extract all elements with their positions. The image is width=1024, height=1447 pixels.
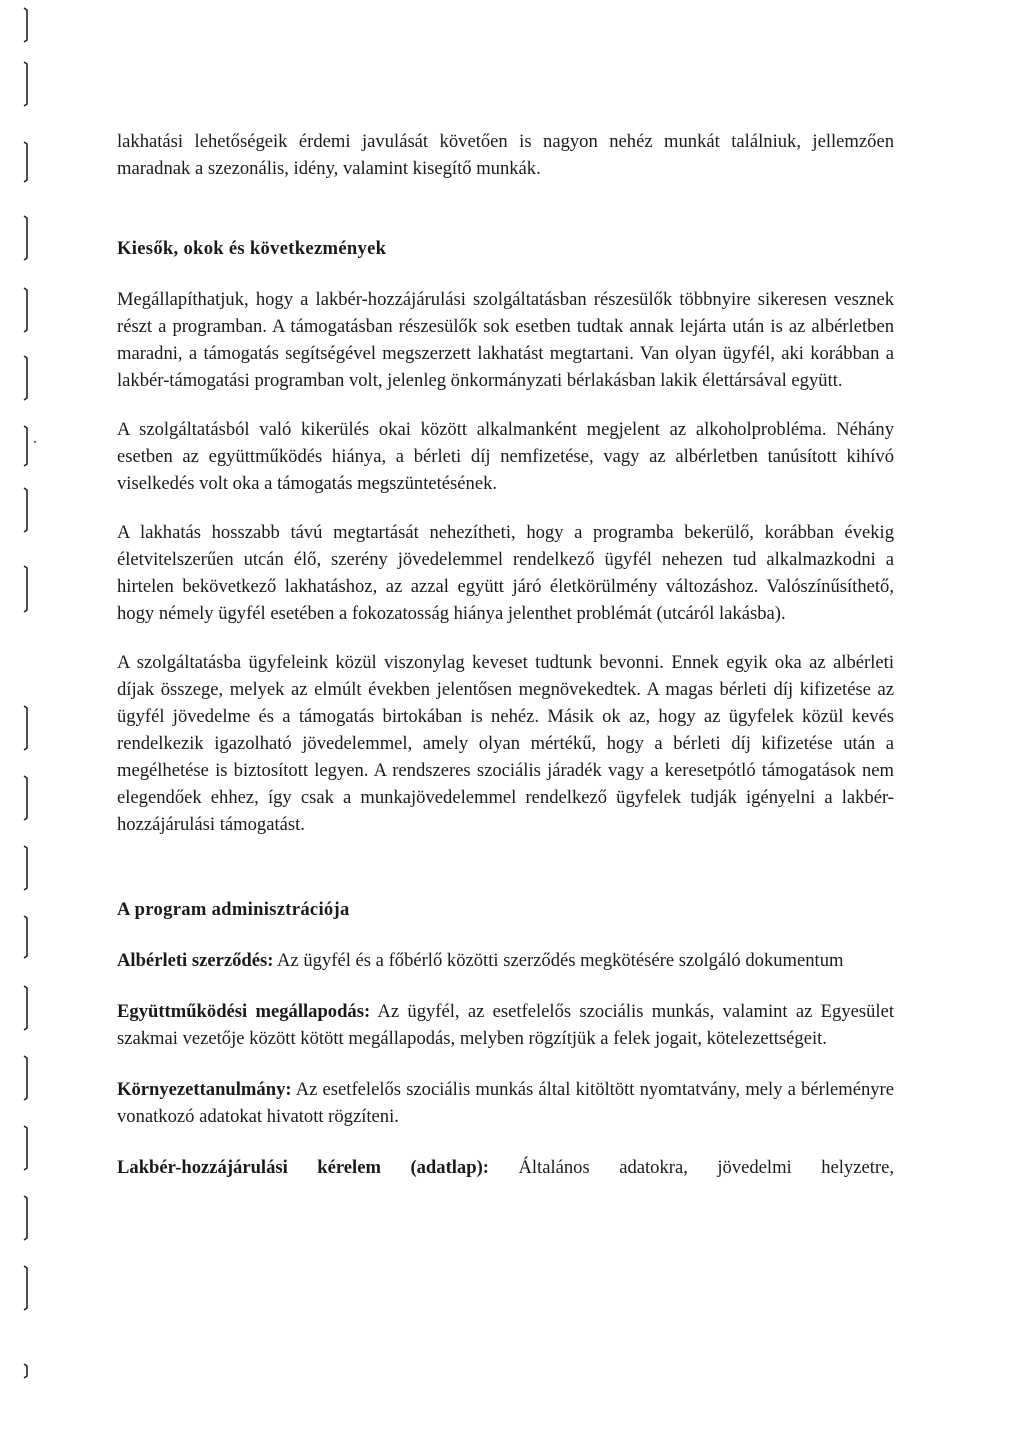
definition-sublease-contract <box>117 947 894 974</box>
binding-edge-marks-graphic <box>0 0 40 1447</box>
paragraph-enrollment-difficulty: A szolgáltatásba ügyfeleink közül viszonylag keveset tudtunk bevonni. Ennek egyik oka az albérleti díjak összege, melyek az elmúlt években jelentősen megnövekedtek. A magas bérleti díj kifizetése az ügyfél jövedelme és a támogatás birtokában is nehéz. Másik ok az, hogy az ügyfelek közül kevés rendelkezik igazolható jövedelemmel, amely olyan mértékű, hogy a bérleti díj kifizetése után a megélhetése is biztosított legyen. A rendszeres szociális járadék vagy a keresetpótló támogatások nem elegendőek ehhez, így csak a munkajövedelemmel rendelkező ügyfelek tudják igényelni a lakbér-hozzájárulási támogatást. <box>117 652 894 835</box>
definition-text: Általános adatokra, jövedelmi helyzetre, <box>488 1157 894 1178</box>
definition-cooperation-agreement <box>117 998 894 1052</box>
definition-rent-application <box>117 1154 894 1181</box>
definition-text: Az ügyfél, az esetfelelős szociális munkás, valamint az Egyesület szakmai vezetője között kötött megállapodás, melyben rögzítjük a felek jogait, kötelezettségeit. <box>117 1001 894 1049</box>
section-heading-administration: A program adminisztrációja <box>117 899 350 920</box>
definition-term: Együttműködési megállapodás: <box>117 1001 371 1022</box>
paragraph-housing-retention: A lakhatás hosszabb távú megtartását nehezítheti, hogy a programba bekerülő, korábban évekig életvitelszerűen utcán élő, szerény jövedelemmel rendelkező ügyfél nehezen tud alkalmazkodni a hirtelen bekövetkező lakhatáshoz, az azzal együtt járó életkörülmény változáshoz. Valószínűsíthető, hogy némely ügyfél esetében a fokozatosság hiánya jelenthet problémát (utcáról lakásba). <box>117 522 894 624</box>
paragraph-outcomes: Megállapíthatjuk, hogy a lakbér-hozzájárulási szolgáltatásban részesülők többnyire sikeresen vesznek részt a programban. A támogatásban részesülők sok esetben tudtak annak lejárta után is az albérletben maradni, a támogatás segítségével megszerzett lakhatást megtartani. Van olyan ügyfél, aki korábban a lakbér-támogatási programban volt, jelenleg önkormányzati bérlakásban lakik élettársával együtt. <box>117 289 894 391</box>
definition-environment-study <box>117 1076 894 1130</box>
scan-binding-marks <box>0 0 40 1447</box>
section-heading-kiesok: Kiesők, okok és következmények <box>117 238 387 259</box>
paragraph-exit-reasons: A szolgáltatásból való kikerülés okai között alkalmanként megjelent az alkoholprobléma. Néhány esetben az együttműködés hiánya, a bérleti díj nemfizetése, vagy az albérletben tanúsított kihívó viselkedés volt oka a támogatás megszüntetésének. <box>117 419 894 494</box>
document-body <box>117 128 894 1181</box>
definition-term: Környezettanulmány: <box>117 1079 292 1100</box>
definition-term: Lakbér-hozzájárulási kérelem (adatlap): <box>117 1157 489 1178</box>
definition-term: Albérleti szerződés: <box>117 950 274 971</box>
definition-text: Az ügyfél és a főbérlő közötti szerződés megkötésére szolgáló dokumentum <box>273 950 844 971</box>
definition-text: Az esetfelelős szociális munkás által kitöltött nyomtatvány, mely a bérleményre vonatkozó adatokat hivatott rögzíteni. <box>117 1079 894 1127</box>
intro-paragraph: lakhatási lehetőségeik érdemi javulását követően is nagyon nehéz munkát találniuk, jellemzően maradnak a szezonális, idény, valamint kisegítő munkák. <box>117 131 894 179</box>
